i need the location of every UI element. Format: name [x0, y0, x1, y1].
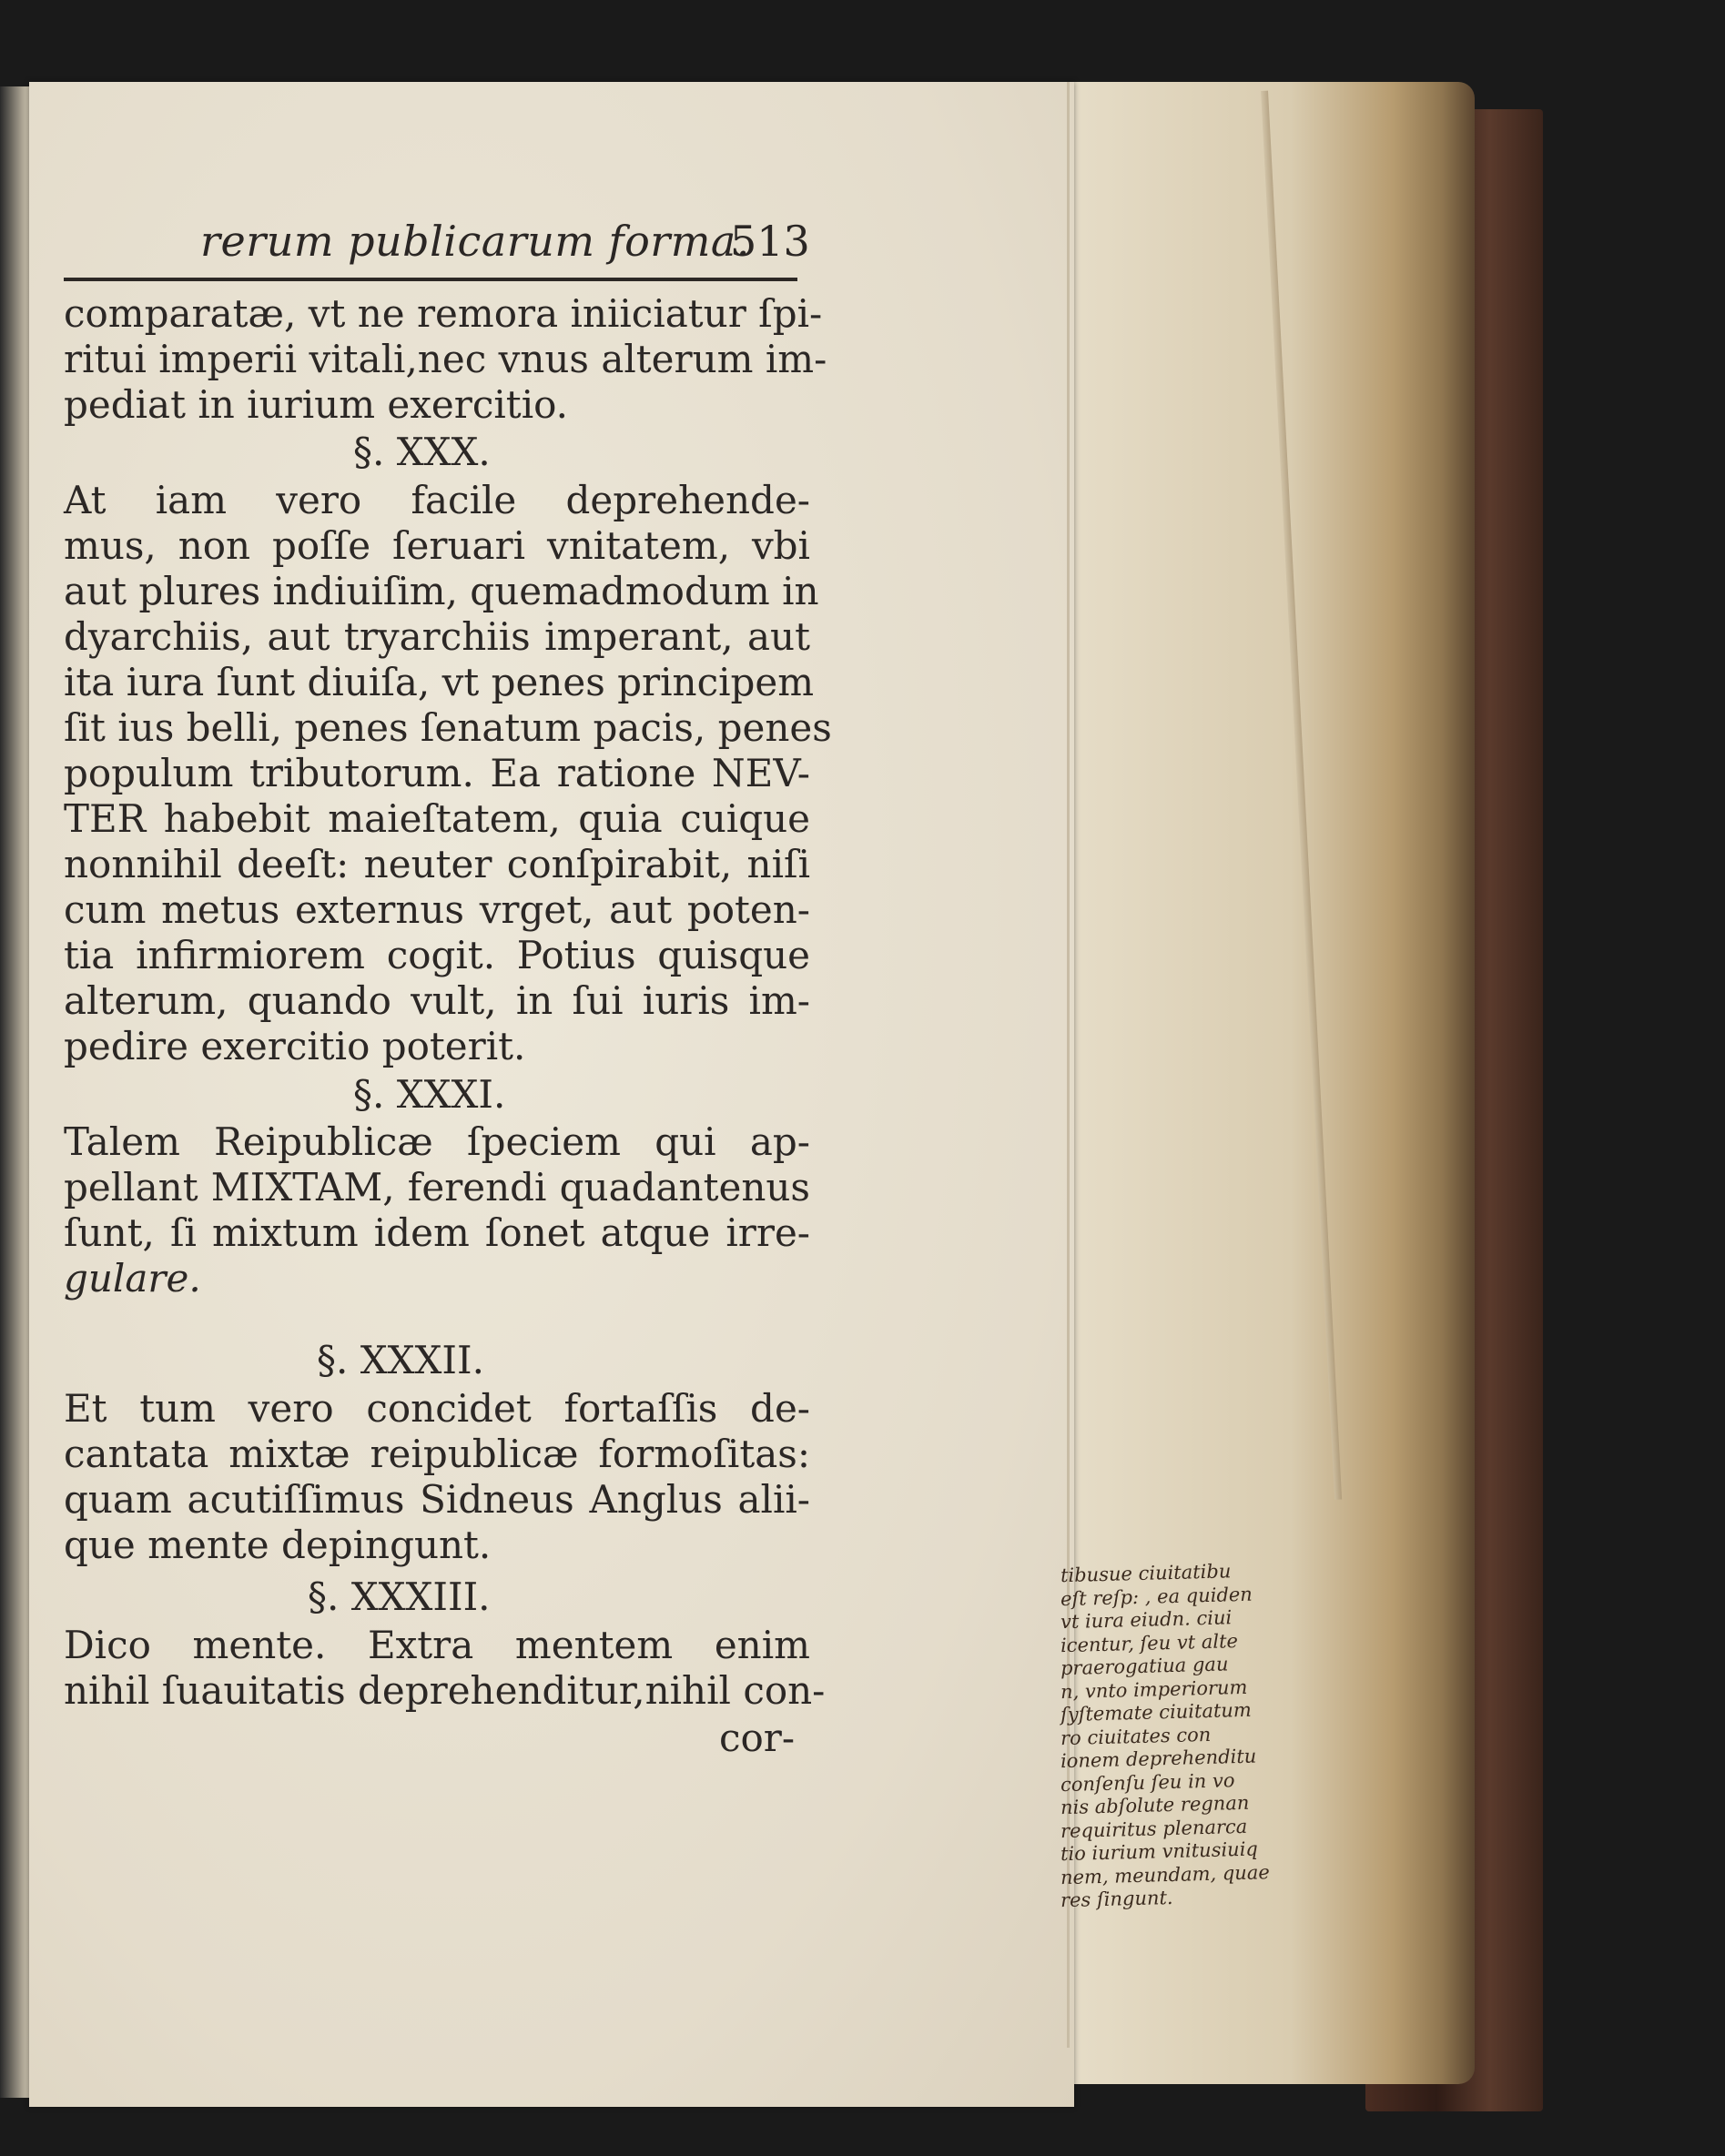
text-line: At iam vero facile deprehende- — [64, 478, 810, 522]
note-line: icentur, ſeu vt alte — [1060, 1629, 1239, 1656]
running-title: rerum publicarum forma. — [200, 217, 750, 266]
header-rule — [64, 278, 797, 281]
text-line: Dico mente. Extra mentem enim — [64, 1623, 810, 1667]
text-line: cantata mixtæ reipublicæ formoſitas: — [64, 1432, 810, 1476]
text-line: mus, non poſſe ſeruari vnitatem, vbi — [64, 523, 810, 568]
text-line: comparatæ, vt ne remora iniiciatur ſpi- — [64, 291, 823, 336]
note-line: vt iura eiudn. ciui — [1060, 1606, 1233, 1634]
text-line: gulare. — [64, 1256, 201, 1301]
text-line: tia infirmiorem cogit. Potius quisque — [64, 933, 810, 977]
text-line: dyarchiis, aut tryarchiis imperant, aut — [64, 614, 810, 659]
text-line: alterum, quando vult, in ſui iuris im- — [64, 978, 810, 1023]
running-header — [191, 209, 828, 273]
note-line: ionem deprehenditu — [1060, 1745, 1257, 1773]
text-line: Talem Reipublicæ ſpeciem qui ap- — [64, 1119, 810, 1164]
text-line: cum metus externus vrget, aut poten- — [64, 887, 810, 932]
text-line: Et tum vero concidet fortaſſis de- — [64, 1386, 810, 1431]
section-heading: §. XXXI. — [353, 1072, 506, 1117]
text-line: ſunt, ſi mixtum idem ſonet atque irre- — [64, 1210, 810, 1255]
section-heading: §. XXXII. — [317, 1338, 484, 1382]
note-line: nis abſolute regnan — [1060, 1791, 1250, 1819]
note-line: requiritus plenarca — [1060, 1815, 1248, 1842]
text-line: que mente depingunt. — [64, 1523, 492, 1567]
text-line: nonnihil deeſt: neuter conſpirabit, niſi — [64, 842, 810, 886]
text-line: ritui imperii vitali,nec vnus alterum im- — [64, 337, 827, 381]
text-line: populum tributorum. Ea ratione NEV- — [64, 751, 810, 795]
note-line: conſenſu ſeu in vo — [1060, 1768, 1235, 1796]
text-line: nihil ſuauitatis deprehenditur,nihil con- — [64, 1668, 826, 1713]
note-line: praerogatiua gau — [1060, 1653, 1229, 1680]
handwritten-margin-note — [1060, 1560, 1352, 1912]
note-line: n, vnto imperiorum — [1060, 1675, 1248, 1703]
section-heading: §. XXX. — [353, 430, 491, 474]
catchword: cor- — [719, 1716, 796, 1760]
note-line: ro ciuitates con — [1060, 1723, 1212, 1749]
note-line: eſt reſp: , ea quiden — [1060, 1583, 1253, 1610]
note-line: nem, meundam, quae — [1060, 1860, 1271, 1888]
text-line: ſit ius belli, penes ſenatum pacis, penes — [64, 705, 832, 750]
page-number: 513 — [730, 217, 810, 266]
note-line: tibusue ciuitatibu — [1060, 1560, 1232, 1587]
text-line: quam acutiſſimus Sidneus Anglus alii- — [64, 1477, 810, 1522]
section-heading: §. XXXIII. — [308, 1574, 491, 1619]
text-line: pediat in iurium exercitio. — [64, 382, 569, 427]
note-line: res ſingunt. — [1060, 1886, 1173, 1912]
text-line: TER habebit maieſtatem, quia cuique — [64, 796, 810, 841]
text-line: aut plures indiuiſim, quemadmodum in — [64, 569, 819, 613]
note-line: tio iurium vnitusiuiq — [1060, 1837, 1259, 1866]
text-line: pellant MIXTAM, ferendi quadantenus — [64, 1165, 810, 1210]
text-line: pedire exercitio poterit. — [64, 1024, 526, 1068]
note-line: ſyſtemate ciuitatum — [1060, 1698, 1253, 1726]
text-line: ita iura ſunt diuiſa, vt penes principem — [64, 660, 815, 704]
